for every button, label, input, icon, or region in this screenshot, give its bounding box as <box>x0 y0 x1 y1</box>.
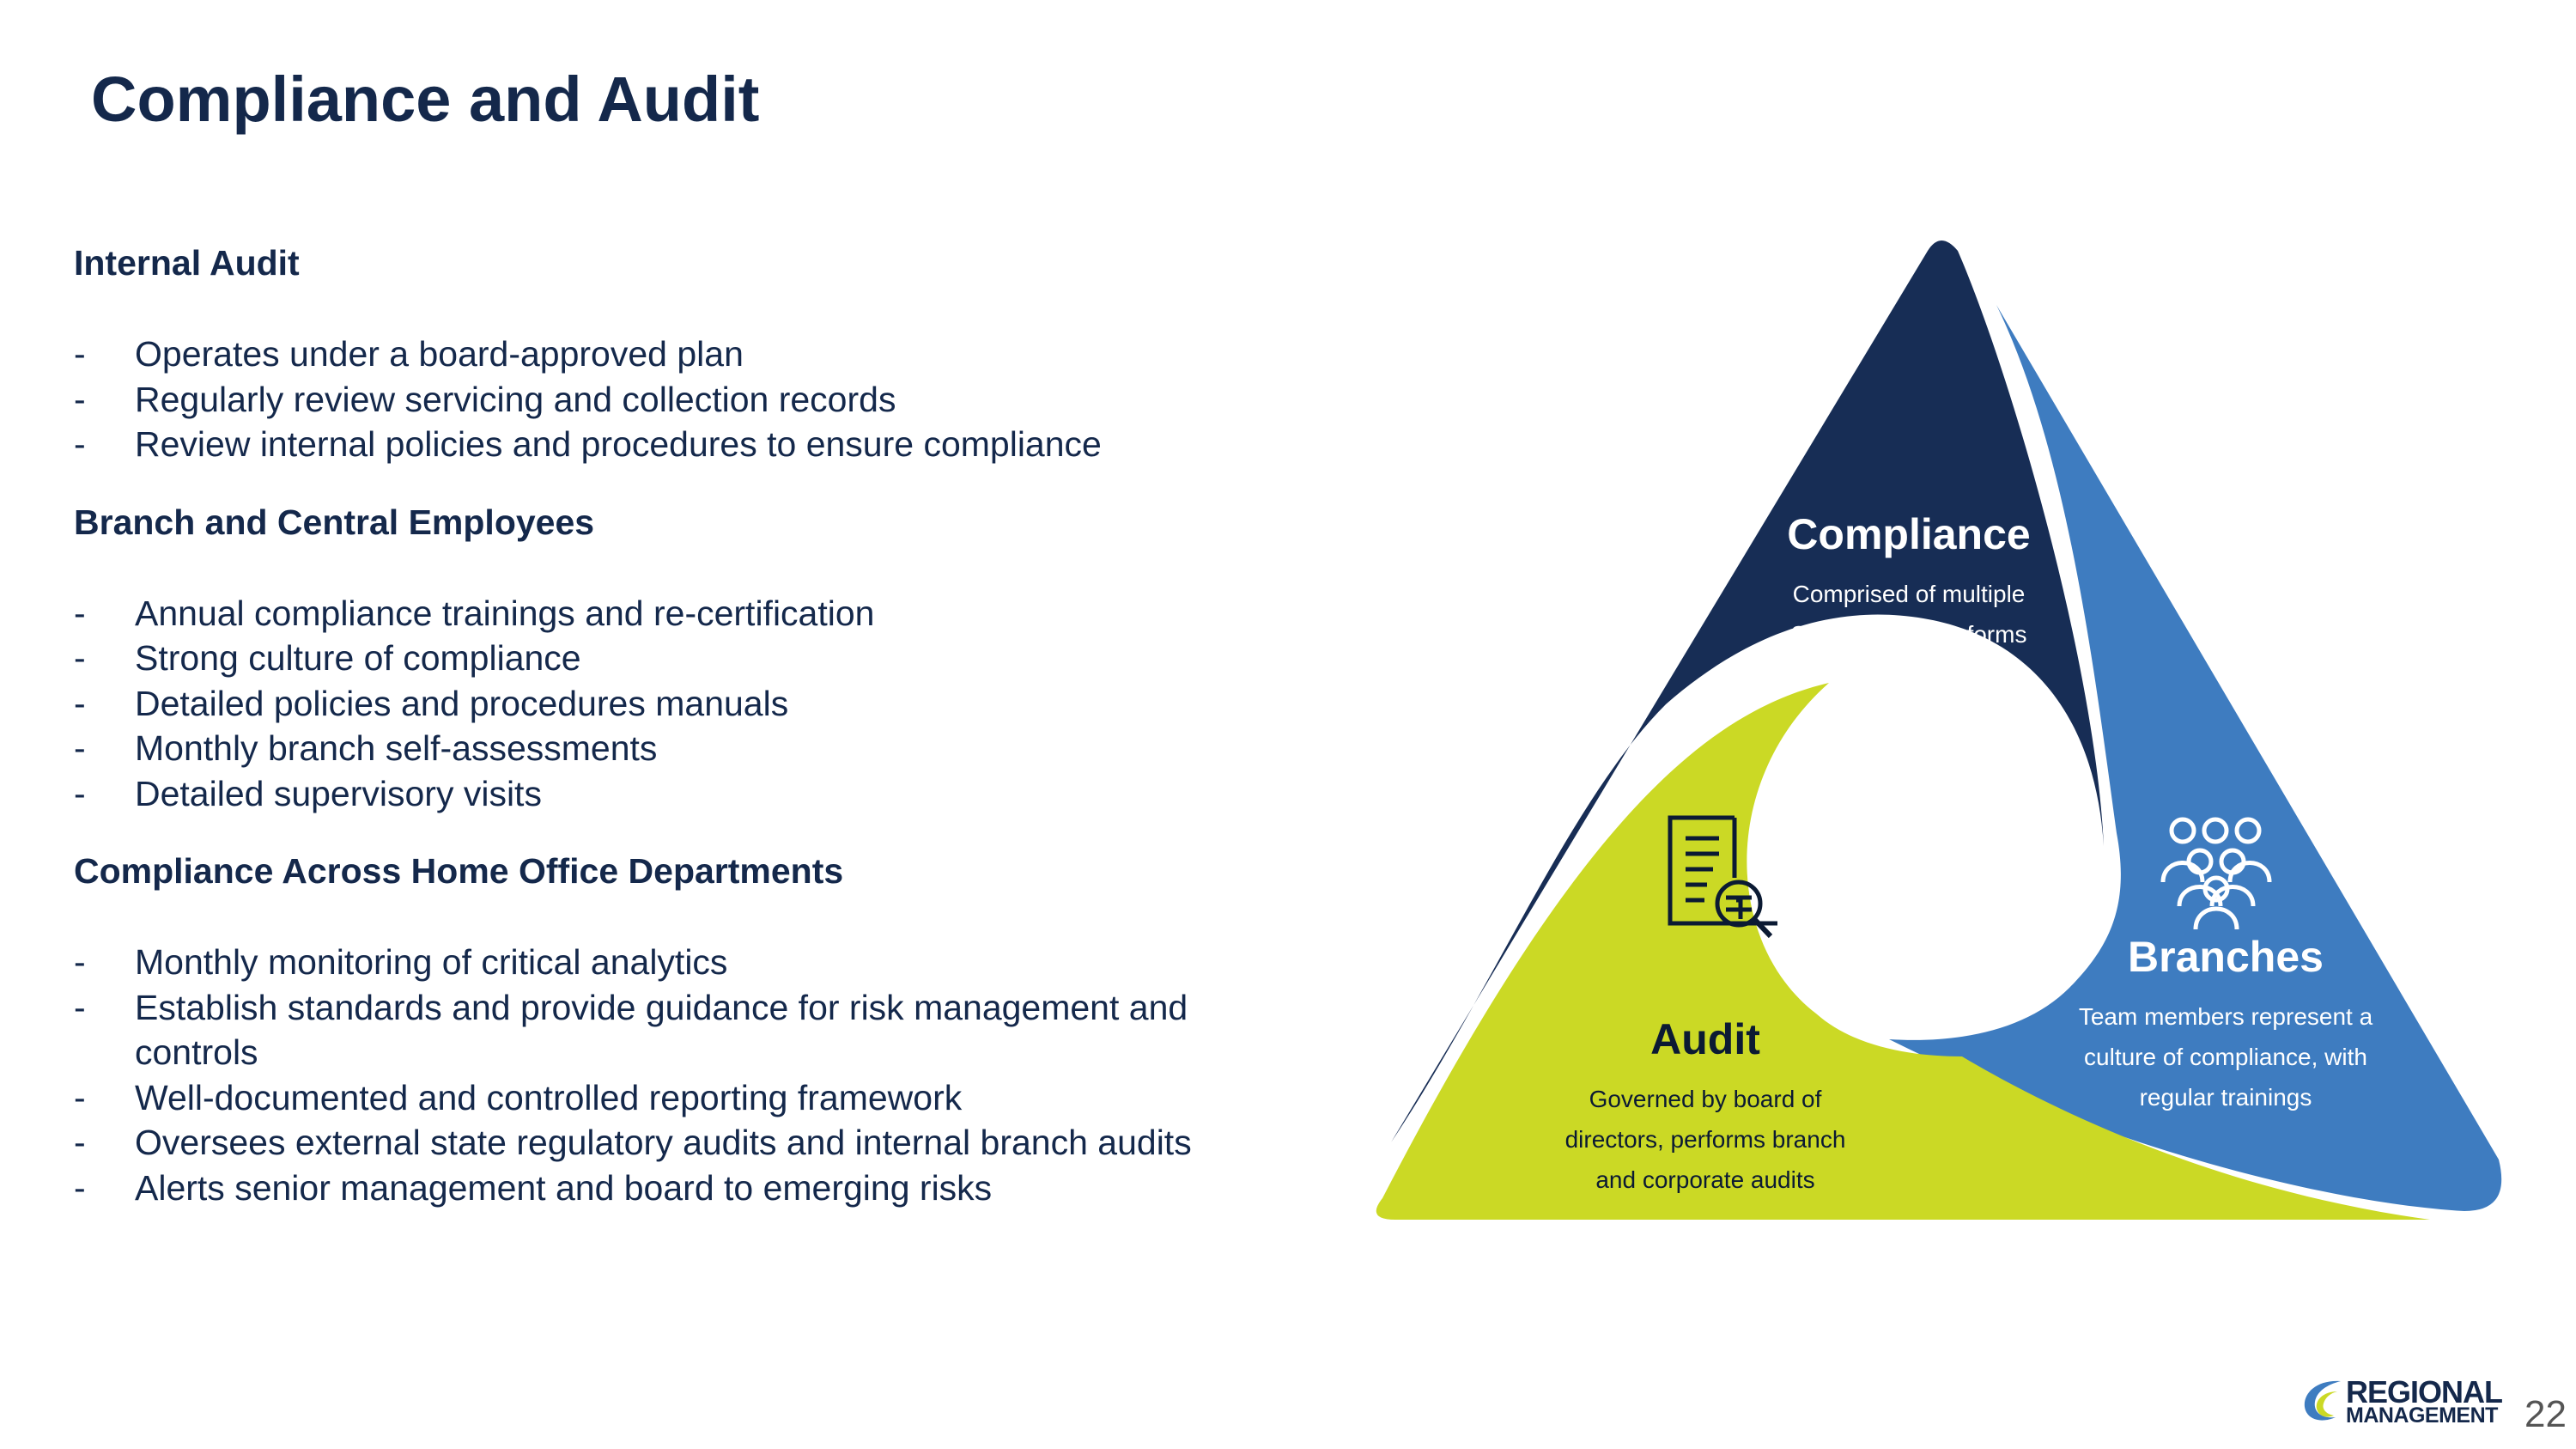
logo-line2: MANAGEMENT <box>2346 1403 2498 1428</box>
bullet-text: Regularly review servicing and collection records <box>135 379 896 419</box>
bullet-dash: - <box>74 683 86 723</box>
bullet-text: Monthly monitoring of critical analytics <box>135 942 728 982</box>
list-item <box>74 636 1250 681</box>
segment-title: Audit <box>1650 1015 1760 1063</box>
bullet-dash: - <box>74 424 86 464</box>
segment-title: Compliance <box>1787 510 2031 558</box>
bullet-text: Detailed supervisory visits <box>135 773 542 813</box>
bullet-dash: - <box>74 638 86 678</box>
segment-audit-label <box>1565 1012 1846 1200</box>
bullet-text: Operates under a board-approved plan <box>135 334 744 374</box>
section-heading: Compliance Across Home Office Departments <box>74 851 844 891</box>
compliance-triangle-diagram <box>1357 232 2542 1237</box>
list-item <box>74 591 1250 636</box>
bullet-text: Oversees external state regulatory audits and internal branch audits <box>135 1123 1192 1162</box>
section-internal-audit <box>74 239 1250 467</box>
list-item <box>74 332 1250 377</box>
bullet-text: Detailed policies and procedures manuals <box>135 683 789 723</box>
section-home-office-compliance <box>74 847 1250 1210</box>
segment-description: Team members represent a culture of compliance, with regular trainings <box>2078 1003 2373 1111</box>
logo-line1: REGIONAL <box>2346 1374 2503 1409</box>
bullet-text: Review internal policies and procedures to ensure compliance <box>135 424 1102 464</box>
bullet-dash: - <box>74 1077 86 1117</box>
list-item <box>74 1166 1250 1211</box>
bullet-text: Strong culture of compliance <box>135 638 581 678</box>
list-item <box>74 726 1250 771</box>
bullet-text: Establish standards and provide guidance for risk management and controls <box>135 987 1188 1072</box>
section-heading: Branch and Central Employees <box>74 502 595 542</box>
bullet-dash: - <box>74 1123 86 1162</box>
section-heading: Internal Audit <box>74 243 300 283</box>
segment-compliance-label <box>1787 507 2030 695</box>
list-item <box>74 940 1250 985</box>
list-item <box>74 681 1250 727</box>
bullet-list <box>74 591 1250 817</box>
bullet-dash: - <box>74 728 86 768</box>
list-item <box>74 771 1250 817</box>
regional-management-logo <box>2301 1374 2521 1434</box>
segment-branches-label <box>2079 929 2372 1117</box>
bullet-list <box>74 940 1250 1210</box>
section-branch-central-employees <box>74 498 1250 817</box>
bullet-text: Annual compliance trainings and re-certification <box>135 593 875 633</box>
list-item <box>74 985 1250 1075</box>
list-item <box>74 1075 1250 1121</box>
bullet-dash: - <box>74 987 86 1027</box>
bullet-text: Well-documented and controlled reporting framework <box>135 1077 963 1117</box>
page-number: 22 <box>2524 1393 2567 1435</box>
segment-description: Comprised of multiple SME’s, each performs key function <box>1790 581 2027 688</box>
logo-swoosh-icon <box>2301 1374 2344 1428</box>
list-item <box>74 1120 1250 1166</box>
page-title: Compliance and Audit <box>91 64 760 135</box>
bullet-dash: - <box>74 593 86 633</box>
list-item <box>74 422 1250 467</box>
bullet-dash: - <box>74 334 86 374</box>
segment-description: Governed by board of directors, performs branch and corporate audits <box>1564 1086 1846 1193</box>
bullet-dash: - <box>74 942 86 982</box>
bullet-dash: - <box>74 379 86 419</box>
bullet-list <box>74 332 1250 467</box>
bullet-dash: - <box>74 773 86 813</box>
content-column <box>74 239 1250 1210</box>
segment-title: Branches <box>2128 933 2324 981</box>
list-item <box>74 377 1250 423</box>
bullet-text: Alerts senior management and board to emerging risks <box>135 1167 993 1208</box>
bullet-text: Monthly branch self-assessments <box>135 728 658 768</box>
bullet-dash: - <box>74 1167 86 1208</box>
